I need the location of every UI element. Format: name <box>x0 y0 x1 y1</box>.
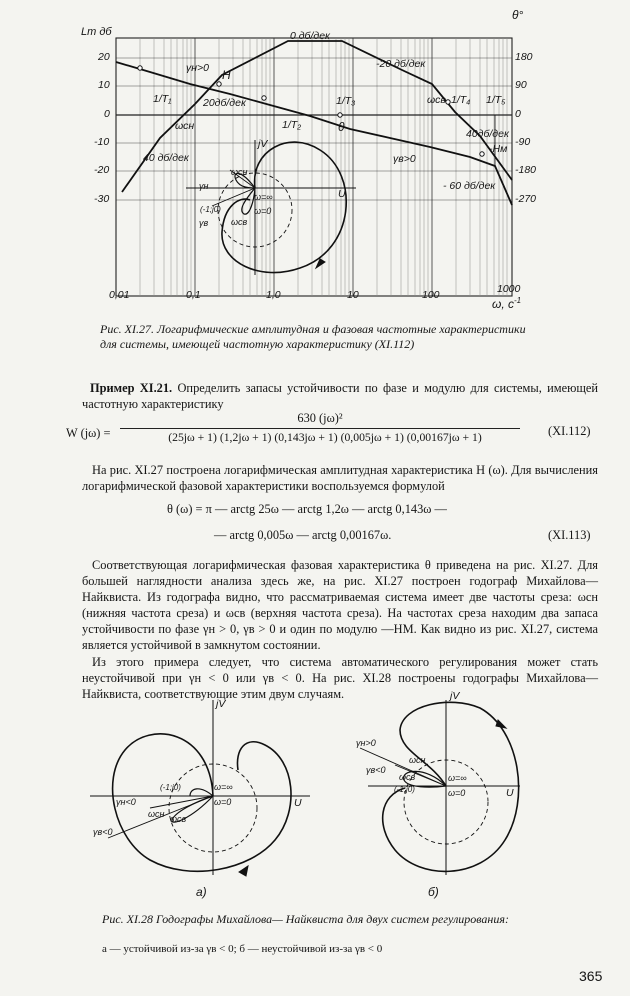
inset-w-sv-label: ωсв <box>231 217 248 227</box>
panel-a-w-sn-label: ωсн <box>148 809 165 819</box>
slope-label: 20дб/дек <box>203 97 246 109</box>
y-tick: 0 <box>104 108 110 120</box>
eq112-tag: (XI.112) <box>548 424 591 438</box>
example-heading: Пример XI.21. <box>90 381 173 395</box>
y-tick: 20 <box>98 51 110 63</box>
eq112-numerator: 630 (jω)² <box>297 411 343 425</box>
panel-a-u-label: U <box>294 797 302 809</box>
eq112-denominator: (25jω + 1) (1,2jω + 1) (0,143jω + 1) (0,005jω + 1) (0,00167jω + 1) <box>168 431 482 444</box>
y-tick: -10 <box>94 136 110 148</box>
gamma-n-label: γн>0 <box>186 62 209 74</box>
slope-label: 40 дб/дек <box>143 152 189 164</box>
figure-xi-28-legend: а — устойчивой из-за γв < 0; б — неустойчивой из-за γв < 0 <box>102 943 383 955</box>
paragraph-3: Из этого примера следует, что система автоматического регулирования может стать неустойчивой при γн < 0 или γв < 0. На рис. XI.28 построены годографы Михайлова—Найквиста, соответствующие этим двум случаям. <box>82 655 598 701</box>
marker-label: 1/T₅ <box>486 94 506 106</box>
eq113-tag: (XI.113) <box>548 528 591 542</box>
theta-axis-label: θ° <box>512 8 524 22</box>
w-zero-label: ω=0 <box>254 206 272 216</box>
x-tick: 0,01 <box>109 289 130 301</box>
slope-label: 0 дб/дек <box>290 30 330 42</box>
panel-b-label: б) <box>428 885 439 899</box>
x-tick: 0,1 <box>186 289 201 301</box>
u-axis-label: U <box>338 188 346 200</box>
panel-a-minus-one-label: (-1;j0) <box>160 783 181 792</box>
theta-tick: -270 <box>515 193 537 205</box>
eq112-fraction-bar <box>120 428 520 429</box>
panel-b-gamma-v-label: γв<0 <box>366 765 386 775</box>
x-tick: 10 <box>347 289 359 301</box>
plot-frame <box>116 38 512 296</box>
slope-label: - 60 дб/дек <box>443 180 496 192</box>
panel-b-hodograph <box>360 700 520 875</box>
figure-xi-28-caption: Рис. XI.28 Годографы Михайлова— Найквиста для двух систем регулирования: <box>102 912 509 926</box>
panel-a-gamma-n-label: γн<0 <box>116 797 136 807</box>
panel-b-w-inf-label: ω=∞ <box>448 773 467 783</box>
marker-label: 1/T₃ <box>336 95 356 107</box>
panel-b-minus-one-label: (-1;j0) <box>394 785 415 794</box>
curve-theta-label: θ <box>338 120 345 134</box>
y-tick: -30 <box>94 193 110 205</box>
inset-w-sn-label: ωсн <box>231 167 248 177</box>
w-inf-label: ω=∞ <box>254 192 273 202</box>
gamma-v-label: γв>0 <box>393 153 416 165</box>
theta-tick: 0 <box>515 108 521 120</box>
marker-label: 1/T₁ <box>153 93 172 105</box>
panel-a-w-inf-label: ω=∞ <box>214 782 233 792</box>
slope-label: -20 дб/дек <box>376 58 426 70</box>
slope-label: 40дб/дек <box>466 128 509 140</box>
curve-H-label: H <box>222 68 231 82</box>
eq113-line-2: — arctg 0,005ω — arctg 0,00167ω. <box>214 528 392 542</box>
minus-one-label: (-1;j0) <box>200 205 221 214</box>
panel-a-gamma-v-label: γв<0 <box>93 827 113 837</box>
amplitude-curve-H <box>122 41 512 192</box>
figure-xi-27-caption: Рис. XI.27. Логарифмические амплитудная и фазовая частотные характеристики для системы, имеющей частотную характеристику (XI.112) <box>100 322 526 351</box>
panel-a-hodograph <box>90 700 310 876</box>
paragraph-2: Соответствующая логарифмическая фазовая характеристика θ приведена на рис. XI.27. Для большей наглядности анализа здесь же, на рис. XI.27 построен годограф Михайлова—Найквиста. Из годографа видно, что рассматриваемая система имеет две частоты среза: ωсн (нижняя частота среза) и ωсв (верхняя частота среза). На частотах среза находим два запаса устойчивости по фазе γн > 0, γв > 0 и один по модулю —HМ. Как видно из рис. XI.27, система является устойчивой в замкнутом состоянии. <box>82 558 598 652</box>
figure-xi-28 <box>0 690 630 910</box>
panel-b-jv-label: jV <box>450 690 460 702</box>
marker-label: 1/T₄ <box>451 94 471 106</box>
y-tick: -20 <box>94 164 110 176</box>
eq112-lhs: W (jω) = <box>66 426 111 440</box>
panel-b-u-label: U <box>506 787 514 799</box>
theta-tick: 90 <box>515 79 527 91</box>
example-intro: Определить запасы устойчивости по фазе и модулю для системы, имеющей частотную характеристику <box>82 381 599 411</box>
panel-a-w-sv-label: ωсв <box>170 814 187 824</box>
eq113-line-1: θ (ω) = π — arctg 25ω — arctg 1,2ω — arctg 0,143ω — <box>167 502 447 516</box>
inset-gamma-n-label: γн <box>199 181 209 191</box>
log-grid <box>140 38 507 296</box>
panel-b-gamma-n-label: γн>0 <box>356 738 376 748</box>
theta-tick: 180 <box>515 51 533 63</box>
inset-gamma-v-label: γв <box>199 218 209 228</box>
w-sn-label: ωсн <box>175 120 195 132</box>
panel-a-w-zero-label: ω=0 <box>214 797 232 807</box>
y-axis-label: Lm дб <box>81 26 112 38</box>
x-tick: 100 <box>422 289 440 301</box>
jv-axis-label: jV <box>258 138 268 150</box>
panel-a-label: а) <box>196 885 207 899</box>
x-axis-label: ω, $c^{-1}$ <box>492 296 522 311</box>
panel-a-jv-label: jV <box>216 698 226 710</box>
paragraph-1: На рис. XI.27 построена логарифмическая амплитудная характеристика H (ω). Для вычисления логарифмической фазовой характеристики воспользуемся формулой <box>82 463 598 493</box>
w-sv-label: ωсв <box>427 94 446 106</box>
page-number: 365 <box>579 968 603 984</box>
minus-hm-label: -Hм <box>489 143 508 155</box>
panel-b-w-zero-label: ω=0 <box>448 788 466 798</box>
marker-label: 1/T₂ <box>282 119 302 131</box>
theta-tick: -180 <box>515 164 537 176</box>
panel-b-w-sv-label: ωсв <box>399 772 416 782</box>
y-tick: 10 <box>98 79 110 91</box>
theta-tick: -90 <box>515 136 531 148</box>
x-tick: 1,0 <box>266 289 281 301</box>
example-paragraph <box>82 380 598 412</box>
panel-b-w-sn-label: ωсн <box>409 755 426 765</box>
x-tick: 1000 <box>497 283 521 295</box>
